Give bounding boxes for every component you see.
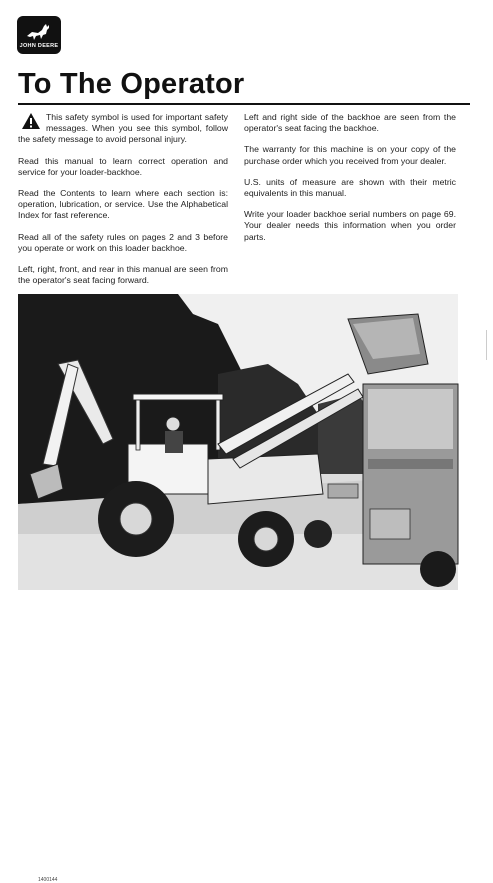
paragraph-read-contents: Read the Contents to learn where each section is: operation, lubrication, or service. Use the Alphabetical Index for fast reference. (18, 188, 228, 221)
safety-paragraph-text: This safety symbol is used for important safety messages. When you see this symbol, follow the safety message to avoid personal injury. (18, 112, 228, 145)
title-divider (18, 103, 470, 105)
paragraph-units: U.S. units of measure are shown with their metric equivalents in this manual. (244, 176, 456, 199)
page-edge-mark (486, 330, 487, 360)
deer-icon (24, 22, 54, 42)
paragraph-serial-numbers: Write your loader backhoe serial numbers on page 69. Your dealer needs this information when you order parts. (244, 209, 456, 242)
page-title: To The Operator (18, 68, 245, 100)
paragraph-orientation: Left, right, front, and rear in this manual are seen from the operator's seat facing forward. (18, 264, 228, 286)
safety-alert-icon (22, 113, 40, 129)
paragraph-backhoe-sides: Left and right side of the backhoe are seen from the operator's seat facing the backhoe. (244, 112, 456, 134)
right-column (244, 112, 456, 253)
logo-text: JOHN DEERE (19, 42, 59, 49)
paragraph-safety-rules: Read all of the safety rules on pages 2 and 3 before you operate or work on this loader backhoe. (18, 231, 228, 253)
paragraph-warranty: The warranty for this machine is on your copy of the purchase order which you received from your dealer. (244, 144, 456, 166)
photo-caption: 1400144 (38, 877, 58, 883)
paragraph-read-manual: Read this manual to learn correct operation and service for your loader-backhoe. (18, 155, 228, 177)
john-deere-logo (17, 16, 61, 54)
safety-paragraph (18, 112, 228, 146)
left-column (18, 112, 228, 296)
loader-backhoe-photo (18, 294, 458, 883)
